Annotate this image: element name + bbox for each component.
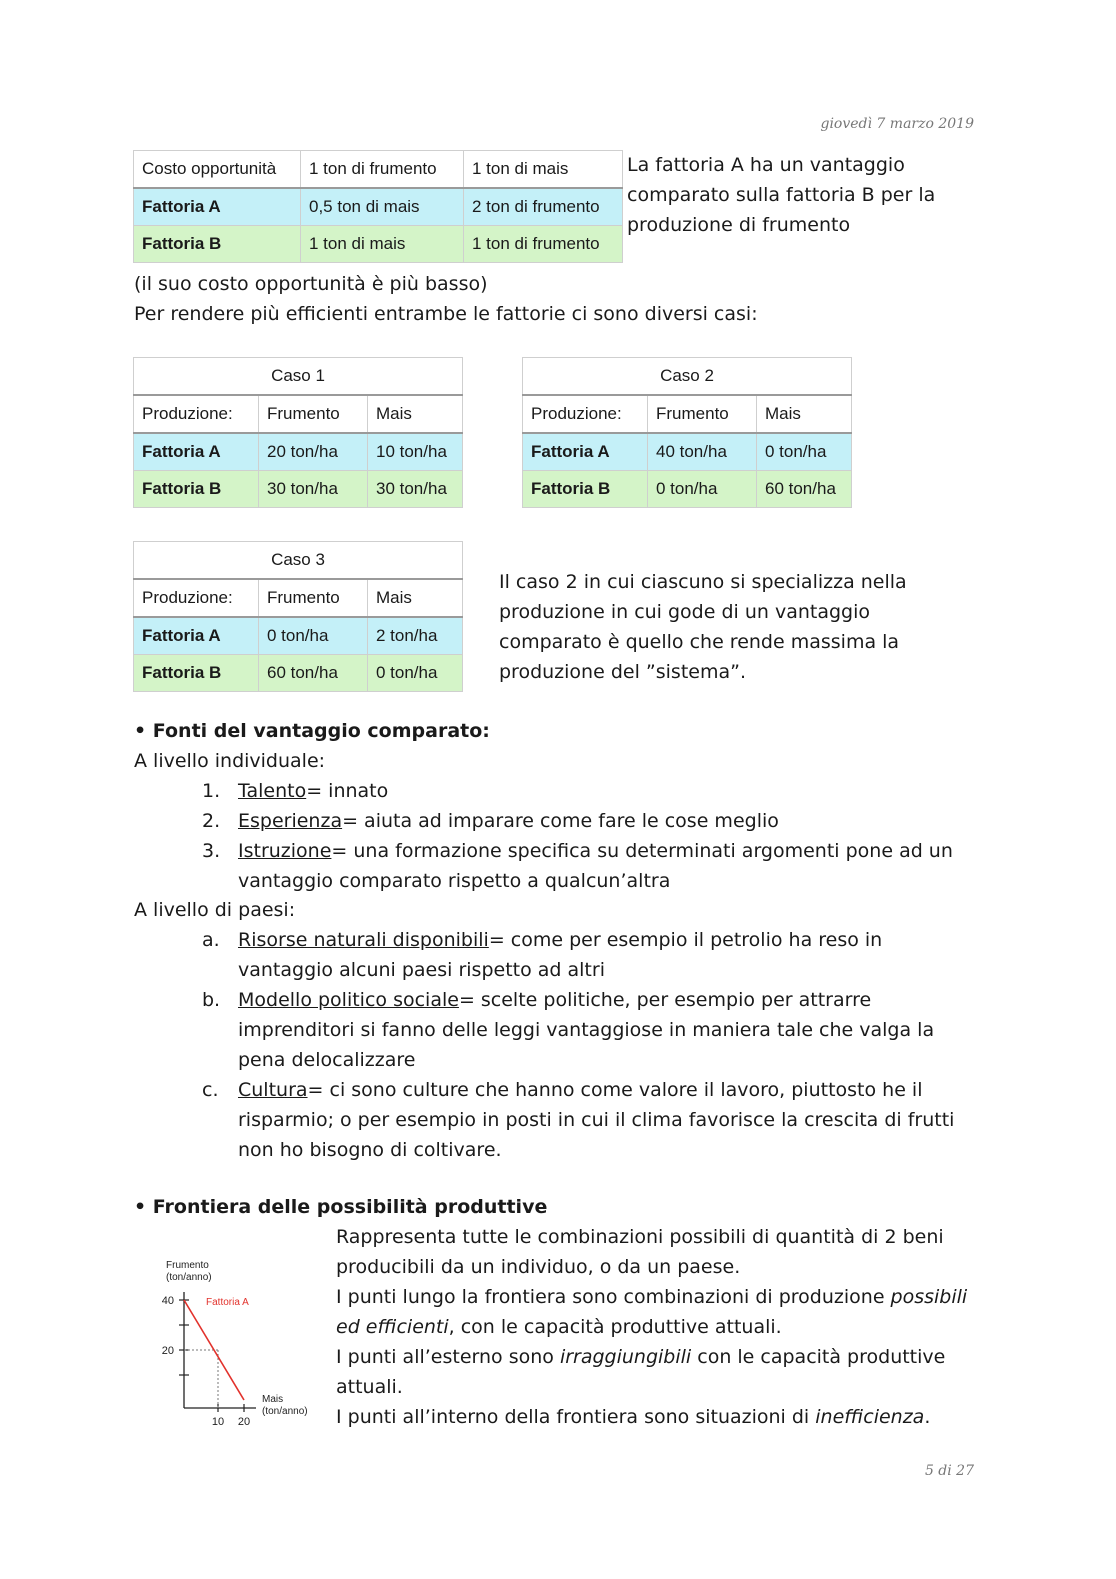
list-term: Cultura: [238, 1079, 308, 1101]
table-header-cell: Produzione:: [523, 395, 648, 433]
individual-list: [202, 776, 958, 896]
table-row: [134, 226, 623, 263]
table-cell: 0 ton/ha: [259, 617, 368, 655]
frontier-description: [336, 1222, 981, 1432]
list-term: Risorse naturali disponibili: [238, 929, 489, 951]
table-cell: 30 ton/ha: [259, 471, 368, 508]
table-cell: 1 ton di frumento: [464, 226, 623, 263]
table-header-cell: Mais: [368, 395, 463, 433]
frontier-paragraph: I punti all’esterno sono irraggiungibili con le capacità produttive attuali.: [336, 1346, 946, 1398]
table-cell: Fattoria B: [523, 471, 648, 508]
x-axis-label: (ton/anno): [262, 1406, 308, 1417]
sources-heading: [134, 716, 490, 746]
table-row: [523, 471, 852, 508]
table-cell: 60 ton/ha: [757, 471, 852, 508]
list-item: [202, 776, 958, 806]
y-axis-label: Frumento: [166, 1260, 209, 1271]
list-marker: b.: [202, 989, 221, 1011]
list-term: Esperienza: [238, 810, 343, 832]
case-3-table: [133, 541, 463, 692]
table-cell: 0 ton/ha: [368, 655, 463, 692]
frontier-heading: [134, 1192, 547, 1222]
ppf-chart: [144, 1252, 324, 1432]
list-text: = innato: [306, 780, 389, 802]
y-tick-label: 20: [161, 1345, 174, 1357]
list-term: Istruzione: [238, 840, 332, 862]
advantage-text: La fattoria A ha un vantaggio comparato sulla fattoria B per la produzione di frumento: [627, 154, 936, 236]
x-tick-label: 10: [211, 1416, 225, 1428]
list-text: = ci sono culture che hanno come valore il lavoro, piuttosto he il risparmio; o per esempio in posti in cui il clima favorisce la crescita di frutti non ho bisogno di coltivare.: [238, 1079, 955, 1161]
case-1-table: [133, 357, 463, 508]
frontier-paragraph: Rappresenta tutte le combinazioni possibili di quantità di 2 beni producibili da un individuo, o da un paese.: [336, 1226, 944, 1278]
case-title: Caso 1: [134, 358, 463, 396]
table-header-cell: Mais: [368, 579, 463, 617]
table-row: [134, 433, 463, 471]
frontier-title: Frontiera delle possibilità produttive: [152, 1196, 548, 1218]
table-header-cell: Costo opportunità: [134, 151, 301, 189]
table-cell: 30 ton/ha: [368, 471, 463, 508]
table-header-cell: Mais: [757, 395, 852, 433]
opportunity-cost-table: [133, 150, 623, 263]
table-cell: Fattoria A: [134, 433, 259, 471]
table-cell: Fattoria A: [134, 188, 301, 226]
table-header-row: [134, 151, 623, 189]
lower-cost-text: (il suo costo opportunità è più basso): [134, 273, 488, 295]
list-marker: a.: [202, 929, 220, 951]
table-header-cell: Frumento: [259, 395, 368, 433]
table-row: [523, 433, 852, 471]
x-axis-label: Mais: [262, 1394, 284, 1405]
list-text: = come per esempio il petrolio ha reso in vantaggio alcuni paesi rispetto ad altri: [238, 929, 883, 981]
table-header-cell: Produzione:: [134, 579, 259, 617]
table-header-cell: Produzione:: [134, 395, 259, 433]
table-cell: 0 ton/ha: [757, 433, 852, 471]
legend-entry: Fattoria A: [206, 1297, 249, 1308]
case-title: Caso 2: [523, 358, 852, 396]
case2-explanation: Il caso 2 in cui ciascuno si specializza nella produzione in cui gode di un vantaggio comparato è quello che rende massima la produzione del ”sistema”.: [499, 571, 907, 683]
table-cell: 10 ton/ha: [368, 433, 463, 471]
page-date: giovedì 7 marzo 2019: [820, 116, 974, 132]
list-term: Modello politico sociale: [238, 989, 459, 1011]
list-text: = una formazione specifica su determinati argomenti pone ad un vantaggio comparato rispetto a qualcun’altra: [238, 840, 953, 892]
frontier-paragraph: I punti lungo la frontiera sono combinazioni di produzione possibili ed efficienti, con le capacità produttive attuali.: [336, 1286, 968, 1338]
table-cell: Fattoria B: [134, 226, 301, 263]
individual-label: A livello individuale:: [134, 750, 326, 772]
table-header-cell: 1 ton di mais: [464, 151, 623, 189]
list-item: [202, 925, 973, 985]
list-text: = scelte politiche, per esempio per attrarre imprenditori si fanno delle leggi vantaggiose in maniera tale che valga la pena delocalizzare: [238, 989, 935, 1071]
countries-list: [202, 925, 973, 1165]
y-axis-label: (ton/anno): [166, 1272, 212, 1283]
list-item: [202, 1075, 973, 1165]
page-number: 5 di 27: [924, 1463, 974, 1479]
table-row: [134, 617, 463, 655]
bullet: •: [134, 1196, 147, 1218]
list-item: [202, 836, 958, 896]
table-cell: 2 ton di frumento: [464, 188, 623, 226]
x-tick-label: 20: [237, 1416, 251, 1428]
list-marker: 1.: [202, 780, 221, 802]
table-cell: Fattoria B: [134, 655, 259, 692]
table-cell: 0,5 ton di mais: [301, 188, 464, 226]
table-header-cell: Frumento: [259, 579, 368, 617]
table-header-cell: 1 ton di frumento: [301, 151, 464, 189]
countries-label: A livello di paesi:: [134, 899, 296, 921]
table-cell: Fattoria B: [134, 471, 259, 508]
table-cell: 0 ton/ha: [648, 471, 757, 508]
table-cell: 1 ton di mais: [301, 226, 464, 263]
table-row: [134, 188, 623, 226]
table-header-cell: Frumento: [648, 395, 757, 433]
list-marker: 3.: [202, 840, 221, 862]
list-item: [202, 985, 973, 1075]
frontier-paragraph: I punti all’interno della frontiera sono situazioni di inefficienza.: [336, 1406, 931, 1428]
table-cell: 60 ton/ha: [259, 655, 368, 692]
list-marker: 2.: [202, 810, 221, 832]
table-row: [134, 655, 463, 692]
table-cell: 20 ton/ha: [259, 433, 368, 471]
table-cell: Fattoria A: [523, 433, 648, 471]
table-cell: Fattoria A: [134, 617, 259, 655]
list-item: [202, 806, 958, 836]
table-row: [134, 471, 463, 508]
case-title: Caso 3: [134, 542, 463, 580]
table-cell: 40 ton/ha: [648, 433, 757, 471]
sources-title: Fonti del vantaggio comparato:: [152, 720, 490, 742]
list-term: Talento: [238, 780, 307, 802]
y-tick-label: 40: [161, 1295, 174, 1307]
case-2-table: [522, 357, 852, 508]
bullet: •: [134, 720, 147, 742]
cases-intro-text: Per rendere più efficienti entrambe le fattorie ci sono diversi casi:: [134, 303, 758, 325]
table-cell: 2 ton/ha: [368, 617, 463, 655]
list-text: = aiuta ad imparare come fare le cose meglio: [342, 810, 779, 832]
list-marker: c.: [202, 1079, 219, 1101]
